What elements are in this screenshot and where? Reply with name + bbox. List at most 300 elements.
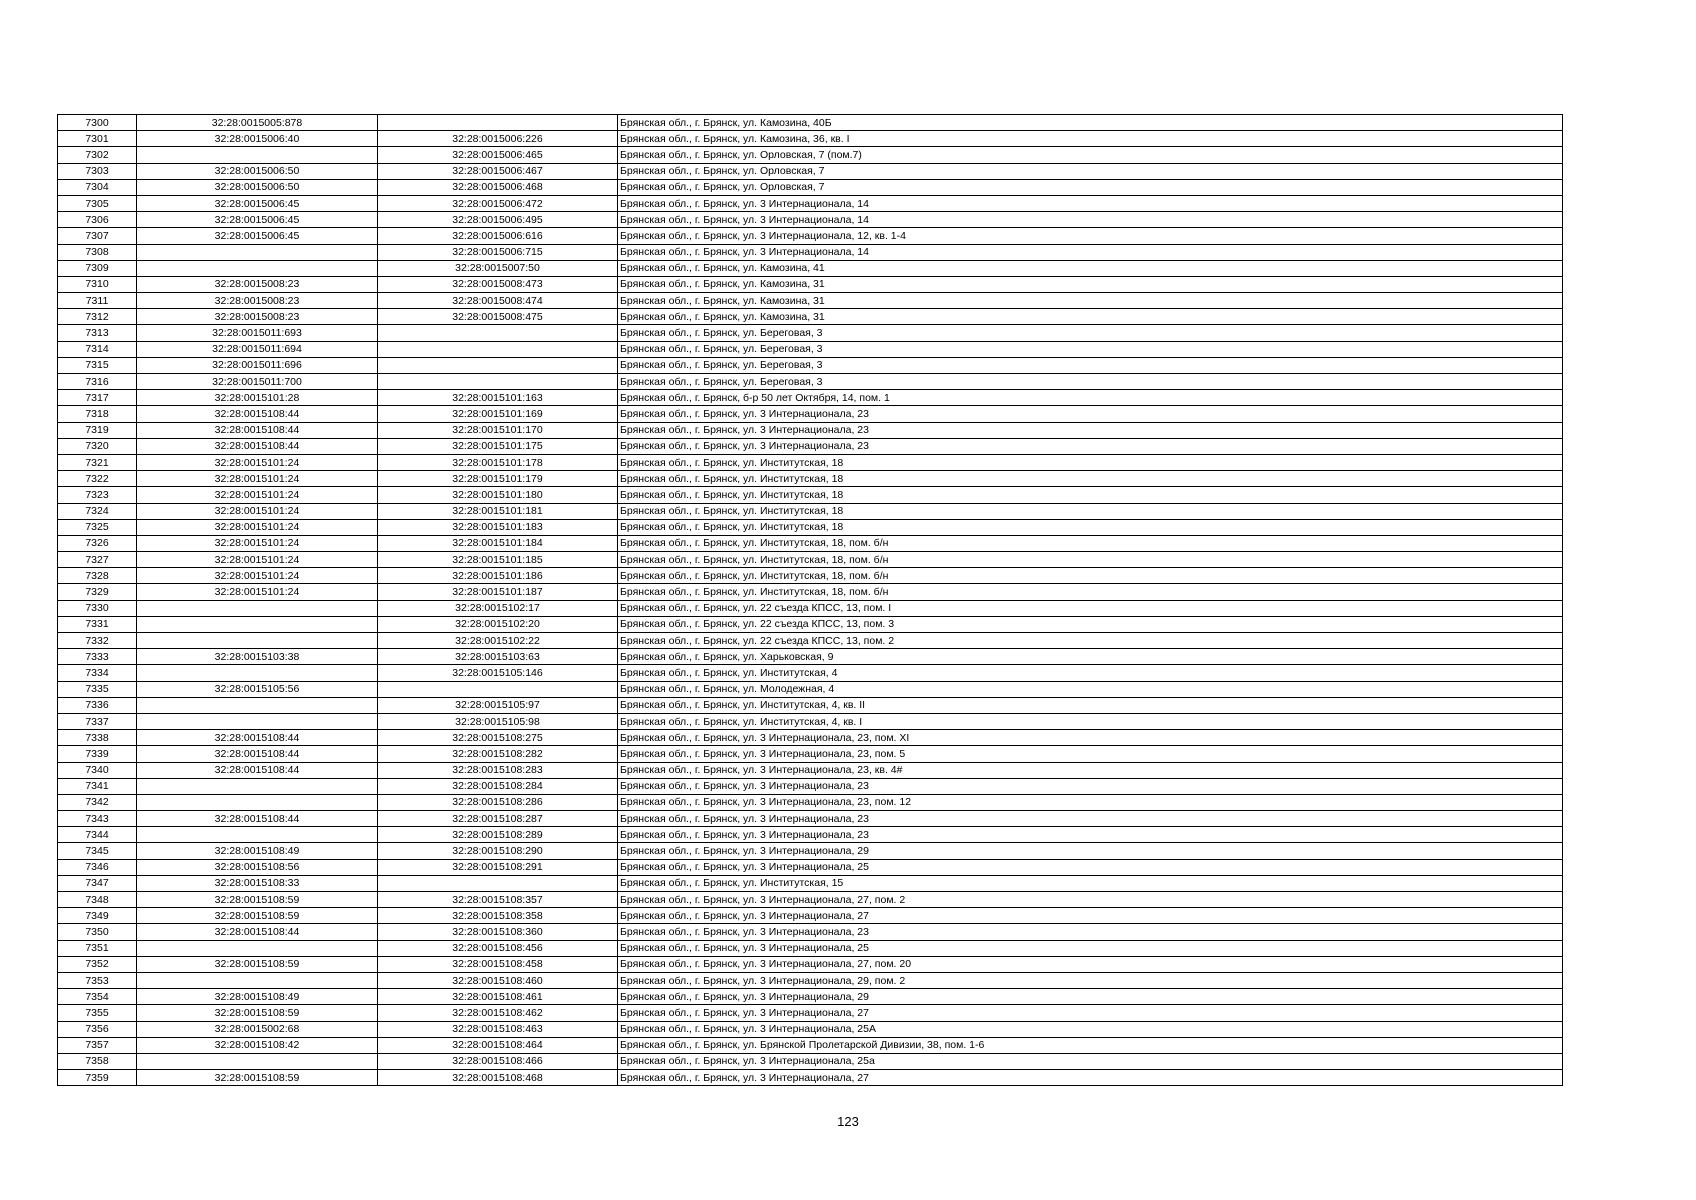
building-cadastral-cell: 32:28:0015101:187	[378, 584, 618, 600]
address-cell: Брянская обл., г. Брянск, ул. Береговая, 3	[618, 325, 1563, 341]
building-cadastral-cell: 32:28:0015006:616	[378, 228, 618, 244]
table-row	[58, 503, 1563, 519]
parcel-cadastral-cell: 32:28:0015011:693	[137, 325, 378, 341]
building-cadastral-cell: 32:28:0015108:284	[378, 778, 618, 794]
row-number-cell: 7317	[58, 390, 137, 406]
building-cadastral-cell	[378, 341, 618, 357]
address-cell: Брянская обл., г. Брянск, ул. 3 Интернационала, 23, пом. XI	[618, 730, 1563, 746]
row-number-cell: 7339	[58, 746, 137, 762]
address-cell: Брянская обл., г. Брянск, ул. 3 Интернационала, 27, пом. 20	[618, 956, 1563, 972]
building-cadastral-cell: 32:28:0015006:468	[378, 179, 618, 195]
building-cadastral-cell: 32:28:0015101:178	[378, 454, 618, 470]
address-cell: Брянская обл., г. Брянск, ул. Институтская, 18	[618, 454, 1563, 470]
row-number-cell: 7333	[58, 649, 137, 665]
table-row	[58, 147, 1563, 163]
address-cell: Брянская обл., г. Брянск, ул. Камозина, 36, кв. I	[618, 131, 1563, 147]
building-cadastral-cell: 32:28:0015101:179	[378, 471, 618, 487]
row-number-cell: 7302	[58, 147, 137, 163]
building-cadastral-cell: 32:28:0015101:170	[378, 422, 618, 438]
address-cell: Брянская обл., г. Брянск, ул. Камозина, 31	[618, 293, 1563, 309]
parcel-cadastral-cell: 32:28:0015008:23	[137, 309, 378, 325]
parcel-cadastral-cell: 32:28:0015108:44	[137, 730, 378, 746]
row-number-cell: 7313	[58, 325, 137, 341]
table-row	[58, 374, 1563, 390]
row-number-cell: 7341	[58, 778, 137, 794]
address-cell: Брянская обл., г. Брянск, ул. Институтская, 18	[618, 487, 1563, 503]
building-cadastral-cell	[378, 875, 618, 891]
table-row	[58, 487, 1563, 503]
table-row	[58, 131, 1563, 147]
table-row	[58, 471, 1563, 487]
address-cell: Брянская обл., г. Брянск, ул. Институтская, 4, кв. II	[618, 697, 1563, 713]
parcel-cadastral-cell: 32:28:0015101:24	[137, 487, 378, 503]
parcel-cadastral-cell: 32:28:0015108:44	[137, 746, 378, 762]
parcel-cadastral-cell: 32:28:0015108:44	[137, 438, 378, 454]
parcel-cadastral-cell: 32:28:0015105:56	[137, 681, 378, 697]
row-number-cell: 7311	[58, 293, 137, 309]
table-row	[58, 681, 1563, 697]
address-cell: Брянская обл., г. Брянск, ул. 3 Интернационала, 23	[618, 827, 1563, 843]
parcel-cadastral-cell: 32:28:0015101:24	[137, 471, 378, 487]
parcel-cadastral-cell: 32:28:0015108:59	[137, 892, 378, 908]
address-cell: Брянская обл., г. Брянск, ул. Институтская, 18, пом. б/н	[618, 552, 1563, 568]
address-cell: Брянская обл., г. Брянск, ул. 3 Интернационала, 23, пом. 12	[618, 794, 1563, 810]
row-number-cell: 7342	[58, 794, 137, 810]
parcel-cadastral-cell	[137, 1053, 378, 1069]
row-number-cell: 7354	[58, 989, 137, 1005]
building-cadastral-cell: 32:28:0015108:463	[378, 1021, 618, 1037]
building-cadastral-cell	[378, 357, 618, 373]
table-row	[58, 989, 1563, 1005]
table-row	[58, 357, 1563, 373]
row-number-cell: 7314	[58, 341, 137, 357]
parcel-cadastral-cell: 32:28:0015108:59	[137, 1005, 378, 1021]
address-cell: Брянская обл., г. Брянск, ул. Институтская, 18, пом. б/н	[618, 584, 1563, 600]
building-cadastral-cell: 32:28:0015108:461	[378, 989, 618, 1005]
row-number-cell: 7352	[58, 956, 137, 972]
row-number-cell: 7323	[58, 487, 137, 503]
building-cadastral-cell: 32:28:0015006:472	[378, 195, 618, 211]
row-number-cell: 7316	[58, 374, 137, 390]
table-row	[58, 1021, 1563, 1037]
building-cadastral-cell: 32:28:0015105:98	[378, 713, 618, 729]
table-row	[58, 115, 1563, 131]
table-row	[58, 309, 1563, 325]
building-cadastral-cell: 32:28:0015006:467	[378, 163, 618, 179]
table-row	[58, 276, 1563, 292]
parcel-cadastral-cell: 32:28:0015002:68	[137, 1021, 378, 1037]
parcel-cadastral-cell	[137, 147, 378, 163]
table-row	[58, 568, 1563, 584]
parcel-cadastral-cell: 32:28:0015101:24	[137, 503, 378, 519]
table-row	[58, 163, 1563, 179]
building-cadastral-cell: 32:28:0015102:22	[378, 633, 618, 649]
parcel-cadastral-cell: 32:28:0015005:878	[137, 115, 378, 131]
parcel-cadastral-cell	[137, 665, 378, 681]
parcel-cadastral-cell: 32:28:0015101:24	[137, 584, 378, 600]
address-cell: Брянская обл., г. Брянск, ул. 3 Интернационала, 23	[618, 422, 1563, 438]
parcel-cadastral-cell: 32:28:0015101:24	[137, 519, 378, 535]
row-number-cell: 7347	[58, 875, 137, 891]
parcel-cadastral-cell	[137, 794, 378, 810]
table-row	[58, 713, 1563, 729]
row-number-cell: 7303	[58, 163, 137, 179]
address-cell: Брянская обл., г. Брянск, ул. 3 Интернационала, 23	[618, 406, 1563, 422]
table-row	[58, 293, 1563, 309]
building-cadastral-cell: 32:28:0015101:181	[378, 503, 618, 519]
address-cell: Брянская обл., г. Брянск, ул. Институтская, 18	[618, 503, 1563, 519]
address-cell: Брянская обл., г. Брянск, ул. 3 Интернационала, 27	[618, 1005, 1563, 1021]
address-cell: Брянская обл., г. Брянск, ул. 3 Интернационала, 27, пом. 2	[618, 892, 1563, 908]
parcel-cadastral-cell	[137, 633, 378, 649]
table-row	[58, 552, 1563, 568]
table-row	[58, 827, 1563, 843]
table-row	[58, 972, 1563, 988]
building-cadastral-cell: 32:28:0015101:186	[378, 568, 618, 584]
address-cell: Брянская обл., г. Брянск, б-р 50 лет Октября, 14, пом. 1	[618, 390, 1563, 406]
parcel-cadastral-cell	[137, 972, 378, 988]
parcel-cadastral-cell: 32:28:0015108:44	[137, 924, 378, 940]
row-number-cell: 7334	[58, 665, 137, 681]
building-cadastral-cell	[378, 325, 618, 341]
building-cadastral-cell: 32:28:0015006:465	[378, 147, 618, 163]
row-number-cell: 7326	[58, 535, 137, 551]
row-number-cell: 7307	[58, 228, 137, 244]
building-cadastral-cell: 32:28:0015102:20	[378, 616, 618, 632]
address-cell: Брянская обл., г. Брянск, ул. 3 Интернационала, 23	[618, 438, 1563, 454]
table-row	[58, 778, 1563, 794]
address-cell: Брянская обл., г. Брянск, ул. Институтская, 18	[618, 471, 1563, 487]
parcel-cadastral-cell: 32:28:0015108:59	[137, 908, 378, 924]
address-cell: Брянская обл., г. Брянск, ул. Камозина, 31	[618, 309, 1563, 325]
row-number-cell: 7351	[58, 940, 137, 956]
row-number-cell: 7344	[58, 827, 137, 843]
row-number-cell: 7309	[58, 260, 137, 276]
building-cadastral-cell: 32:28:0015006:495	[378, 212, 618, 228]
address-cell: Брянская обл., г. Брянск, ул. Камозина, 31	[618, 276, 1563, 292]
building-cadastral-cell: 32:28:0015103:63	[378, 649, 618, 665]
address-cell: Брянская обл., г. Брянск, ул. Институтская, 4, кв. I	[618, 713, 1563, 729]
parcel-cadastral-cell: 32:28:0015101:28	[137, 390, 378, 406]
address-cell: Брянская обл., г. Брянск, ул. Орловская, 7	[618, 179, 1563, 195]
row-number-cell: 7305	[58, 195, 137, 211]
table-row	[58, 600, 1563, 616]
parcel-cadastral-cell: 32:28:0015011:696	[137, 357, 378, 373]
table-row	[58, 665, 1563, 681]
row-number-cell: 7358	[58, 1053, 137, 1069]
address-cell: Брянская обл., г. Брянск, ул. 3 Интернационала, 23, кв. 4#	[618, 762, 1563, 778]
table-row	[58, 584, 1563, 600]
building-cadastral-cell: 32:28:0015101:183	[378, 519, 618, 535]
building-cadastral-cell: 32:28:0015008:475	[378, 309, 618, 325]
parcel-cadastral-cell: 32:28:0015108:44	[137, 811, 378, 827]
parcel-cadastral-cell: 32:28:0015011:700	[137, 374, 378, 390]
table-row	[58, 341, 1563, 357]
parcel-cadastral-cell: 32:28:0015101:24	[137, 552, 378, 568]
address-cell: Брянская обл., г. Брянск, ул. Камозина, 40Б	[618, 115, 1563, 131]
table-row	[58, 940, 1563, 956]
building-cadastral-cell: 32:28:0015108:289	[378, 827, 618, 843]
table-row	[58, 195, 1563, 211]
table-row	[58, 244, 1563, 260]
address-cell: Брянская обл., г. Брянск, ул. 3 Интернационала, 25	[618, 859, 1563, 875]
address-cell: Брянская обл., г. Брянск, ул. 3 Интернационала, 27	[618, 908, 1563, 924]
building-cadastral-cell: 32:28:0015008:474	[378, 293, 618, 309]
parcel-cadastral-cell: 32:28:0015006:50	[137, 179, 378, 195]
address-cell: Брянская обл., г. Брянск, ул. Институтская, 15	[618, 875, 1563, 891]
row-number-cell: 7340	[58, 762, 137, 778]
parcel-cadastral-cell: 32:28:0015103:38	[137, 649, 378, 665]
table-row	[58, 924, 1563, 940]
row-number-cell: 7348	[58, 892, 137, 908]
parcel-cadastral-cell: 32:28:0015101:24	[137, 535, 378, 551]
building-cadastral-cell: 32:28:0015008:473	[378, 276, 618, 292]
row-number-cell: 7300	[58, 115, 137, 131]
building-cadastral-cell: 32:28:0015006:715	[378, 244, 618, 260]
row-number-cell: 7330	[58, 600, 137, 616]
building-cadastral-cell: 32:28:0015108:460	[378, 972, 618, 988]
parcel-cadastral-cell	[137, 713, 378, 729]
building-cadastral-cell: 32:28:0015102:17	[378, 600, 618, 616]
row-number-cell: 7312	[58, 309, 137, 325]
address-cell: Брянская обл., г. Брянск, ул. 3 Интернационала, 27	[618, 1070, 1563, 1086]
building-cadastral-cell: 32:28:0015105:97	[378, 697, 618, 713]
building-cadastral-cell	[378, 681, 618, 697]
building-cadastral-cell: 32:28:0015006:226	[378, 131, 618, 147]
parcel-cadastral-cell: 32:28:0015006:45	[137, 212, 378, 228]
row-number-cell: 7353	[58, 972, 137, 988]
row-number-cell: 7356	[58, 1021, 137, 1037]
parcel-cadastral-cell	[137, 940, 378, 956]
address-cell: Брянская обл., г. Брянск, ул. Береговая, 3	[618, 357, 1563, 373]
address-cell: Брянская обл., г. Брянск, ул. Харьковская, 9	[618, 649, 1563, 665]
address-cell: Брянская обл., г. Брянск, ул. Институтская, 18, пом. б/н	[618, 568, 1563, 584]
parcel-cadastral-cell	[137, 778, 378, 794]
row-number-cell: 7345	[58, 843, 137, 859]
parcel-cadastral-cell: 32:28:0015008:23	[137, 276, 378, 292]
row-number-cell: 7332	[58, 633, 137, 649]
row-number-cell: 7336	[58, 697, 137, 713]
table-row	[58, 875, 1563, 891]
row-number-cell: 7337	[58, 713, 137, 729]
parcel-cadastral-cell: 32:28:0015008:23	[137, 293, 378, 309]
row-number-cell: 7359	[58, 1070, 137, 1086]
table-row	[58, 390, 1563, 406]
address-cell: Брянская обл., г. Брянск, ул. 3 Интернационала, 25	[618, 940, 1563, 956]
address-cell: Брянская обл., г. Брянск, ул. Орловская, 7 (пом.7)	[618, 147, 1563, 163]
parcel-cadastral-cell: 32:28:0015006:40	[137, 131, 378, 147]
building-cadastral-cell: 32:28:0015108:464	[378, 1037, 618, 1053]
address-cell: Брянская обл., г. Брянск, ул. Береговая, 3	[618, 341, 1563, 357]
building-cadastral-cell: 32:28:0015101:163	[378, 390, 618, 406]
row-number-cell: 7301	[58, 131, 137, 147]
row-number-cell: 7327	[58, 552, 137, 568]
page-number: 123	[837, 1114, 859, 1129]
parcel-cadastral-cell	[137, 616, 378, 632]
table-row	[58, 892, 1563, 908]
building-cadastral-cell: 32:28:0015108:283	[378, 762, 618, 778]
parcel-cadastral-cell: 32:28:0015108:59	[137, 1070, 378, 1086]
parcel-cadastral-cell	[137, 260, 378, 276]
table-row	[58, 454, 1563, 470]
building-cadastral-cell: 32:28:0015108:466	[378, 1053, 618, 1069]
parcel-cadastral-cell: 32:28:0015108:56	[137, 859, 378, 875]
table-row	[58, 438, 1563, 454]
table-row	[58, 212, 1563, 228]
table-row	[58, 1005, 1563, 1021]
registry-table	[57, 114, 1563, 1086]
address-cell: Брянская обл., г. Брянск, ул. Береговая, 3	[618, 374, 1563, 390]
parcel-cadastral-cell: 32:28:0015108:49	[137, 843, 378, 859]
parcel-cadastral-cell	[137, 827, 378, 843]
building-cadastral-cell: 32:28:0015108:458	[378, 956, 618, 972]
address-cell: Брянская обл., г. Брянск, ул. Камозина, 41	[618, 260, 1563, 276]
table-row	[58, 859, 1563, 875]
parcel-cadastral-cell	[137, 244, 378, 260]
row-number-cell: 7320	[58, 438, 137, 454]
building-cadastral-cell: 32:28:0015108:358	[378, 908, 618, 924]
building-cadastral-cell: 32:28:0015108:290	[378, 843, 618, 859]
building-cadastral-cell: 32:28:0015101:185	[378, 552, 618, 568]
address-cell: Брянская обл., г. Брянск, ул. 22 съезда КПСС, 13, пом. 2	[618, 633, 1563, 649]
table-row	[58, 325, 1563, 341]
parcel-cadastral-cell: 32:28:0015101:24	[137, 454, 378, 470]
parcel-cadastral-cell: 32:28:0015108:49	[137, 989, 378, 1005]
building-cadastral-cell: 32:28:0015101:169	[378, 406, 618, 422]
building-cadastral-cell: 32:28:0015105:146	[378, 665, 618, 681]
building-cadastral-cell	[378, 115, 618, 131]
row-number-cell: 7322	[58, 471, 137, 487]
address-cell: Брянская обл., г. Брянск, ул. 3 Интернационала, 25А	[618, 1021, 1563, 1037]
table-row	[58, 843, 1563, 859]
parcel-cadastral-cell: 32:28:0015108:59	[137, 956, 378, 972]
address-cell: Брянская обл., г. Брянск, ул. Орловская, 7	[618, 163, 1563, 179]
table-row	[58, 1070, 1563, 1086]
row-number-cell: 7329	[58, 584, 137, 600]
building-cadastral-cell: 32:28:0015108:275	[378, 730, 618, 746]
row-number-cell: 7357	[58, 1037, 137, 1053]
table-row	[58, 633, 1563, 649]
table-row	[58, 697, 1563, 713]
parcel-cadastral-cell: 32:28:0015108:44	[137, 762, 378, 778]
table-row	[58, 519, 1563, 535]
address-cell: Брянская обл., г. Брянск, ул. 3 Интернационала, 29	[618, 843, 1563, 859]
row-number-cell: 7335	[58, 681, 137, 697]
building-cadastral-cell: 32:28:0015108:456	[378, 940, 618, 956]
table-row	[58, 794, 1563, 810]
table-row	[58, 908, 1563, 924]
row-number-cell: 7306	[58, 212, 137, 228]
table-row	[58, 1037, 1563, 1053]
parcel-cadastral-cell: 32:28:0015006:45	[137, 195, 378, 211]
row-number-cell: 7324	[58, 503, 137, 519]
table-row	[58, 956, 1563, 972]
row-number-cell: 7346	[58, 859, 137, 875]
address-cell: Брянская обл., г. Брянск, ул. Институтская, 4	[618, 665, 1563, 681]
building-cadastral-cell: 32:28:0015007:50	[378, 260, 618, 276]
building-cadastral-cell: 32:28:0015101:180	[378, 487, 618, 503]
table-row	[58, 746, 1563, 762]
row-number-cell: 7318	[58, 406, 137, 422]
table-row	[58, 616, 1563, 632]
building-cadastral-cell: 32:28:0015108:360	[378, 924, 618, 940]
parcel-cadastral-cell: 32:28:0015108:42	[137, 1037, 378, 1053]
row-number-cell: 7350	[58, 924, 137, 940]
table-row	[58, 179, 1563, 195]
row-number-cell: 7308	[58, 244, 137, 260]
table-row	[58, 406, 1563, 422]
address-cell: Брянская обл., г. Брянск, ул. 3 Интернационала, 23, пом. 5	[618, 746, 1563, 762]
table-row	[58, 811, 1563, 827]
parcel-cadastral-cell: 32:28:0015108:33	[137, 875, 378, 891]
building-cadastral-cell: 32:28:0015108:286	[378, 794, 618, 810]
building-cadastral-cell: 32:28:0015108:462	[378, 1005, 618, 1021]
table-row	[58, 228, 1563, 244]
parcel-cadastral-cell	[137, 697, 378, 713]
row-number-cell: 7343	[58, 811, 137, 827]
registry-table-body	[58, 115, 1563, 1086]
row-number-cell: 7315	[58, 357, 137, 373]
address-cell: Брянская обл., г. Брянск, ул. 3 Интернационала, 14	[618, 244, 1563, 260]
row-number-cell: 7321	[58, 454, 137, 470]
row-number-cell: 7331	[58, 616, 137, 632]
address-cell: Брянская обл., г. Брянск, ул. Институтская, 18	[618, 519, 1563, 535]
address-cell: Брянская обл., г. Брянск, ул. 3 Интернационала, 23	[618, 778, 1563, 794]
address-cell: Брянская обл., г. Брянск, ул. Брянской Пролетарской Дивизии, 38, пом. 1-6	[618, 1037, 1563, 1053]
building-cadastral-cell: 32:28:0015108:282	[378, 746, 618, 762]
table-row	[58, 730, 1563, 746]
building-cadastral-cell: 32:28:0015108:357	[378, 892, 618, 908]
row-number-cell: 7325	[58, 519, 137, 535]
address-cell: Брянская обл., г. Брянск, ул. Институтская, 18, пом. б/н	[618, 535, 1563, 551]
address-cell: Брянская обл., г. Брянск, ул. 3 Интернационала, 29, пом. 2	[618, 972, 1563, 988]
parcel-cadastral-cell: 32:28:0015006:45	[137, 228, 378, 244]
parcel-cadastral-cell: 32:28:0015101:24	[137, 568, 378, 584]
table-row	[58, 1053, 1563, 1069]
parcel-cadastral-cell: 32:28:0015108:44	[137, 422, 378, 438]
parcel-cadastral-cell: 32:28:0015006:50	[137, 163, 378, 179]
address-cell: Брянская обл., г. Брянск, ул. 3 Интернационала, 25а	[618, 1053, 1563, 1069]
building-cadastral-cell: 32:28:0015108:468	[378, 1070, 618, 1086]
row-number-cell: 7355	[58, 1005, 137, 1021]
address-cell: Брянская обл., г. Брянск, ул. 3 Интернационала, 23	[618, 924, 1563, 940]
parcel-cadastral-cell: 32:28:0015108:44	[137, 406, 378, 422]
row-number-cell: 7349	[58, 908, 137, 924]
address-cell: Брянская обл., г. Брянск, ул. 3 Интернационала, 14	[618, 195, 1563, 211]
row-number-cell: 7328	[58, 568, 137, 584]
table-row	[58, 649, 1563, 665]
address-cell: Брянская обл., г. Брянск, ул. Молодежная, 4	[618, 681, 1563, 697]
table-row	[58, 762, 1563, 778]
table-row	[58, 260, 1563, 276]
row-number-cell: 7310	[58, 276, 137, 292]
table-row	[58, 422, 1563, 438]
building-cadastral-cell: 32:28:0015101:175	[378, 438, 618, 454]
address-cell: Брянская обл., г. Брянск, ул. 3 Интернационала, 12, кв. 1-4	[618, 228, 1563, 244]
row-number-cell: 7304	[58, 179, 137, 195]
address-cell: Брянская обл., г. Брянск, ул. 3 Интернационала, 29	[618, 989, 1563, 1005]
address-cell: Брянская обл., г. Брянск, ул. 22 съезда КПСС, 13, пом. I	[618, 600, 1563, 616]
building-cadastral-cell	[378, 374, 618, 390]
building-cadastral-cell: 32:28:0015101:184	[378, 535, 618, 551]
building-cadastral-cell: 32:28:0015108:287	[378, 811, 618, 827]
building-cadastral-cell: 32:28:0015108:291	[378, 859, 618, 875]
address-cell: Брянская обл., г. Брянск, ул. 22 съезда КПСС, 13, пом. 3	[618, 616, 1563, 632]
address-cell: Брянская обл., г. Брянск, ул. 3 Интернационала, 14	[618, 212, 1563, 228]
address-cell: Брянская обл., г. Брянск, ул. 3 Интернационала, 23	[618, 811, 1563, 827]
row-number-cell: 7319	[58, 422, 137, 438]
parcel-cadastral-cell	[137, 600, 378, 616]
